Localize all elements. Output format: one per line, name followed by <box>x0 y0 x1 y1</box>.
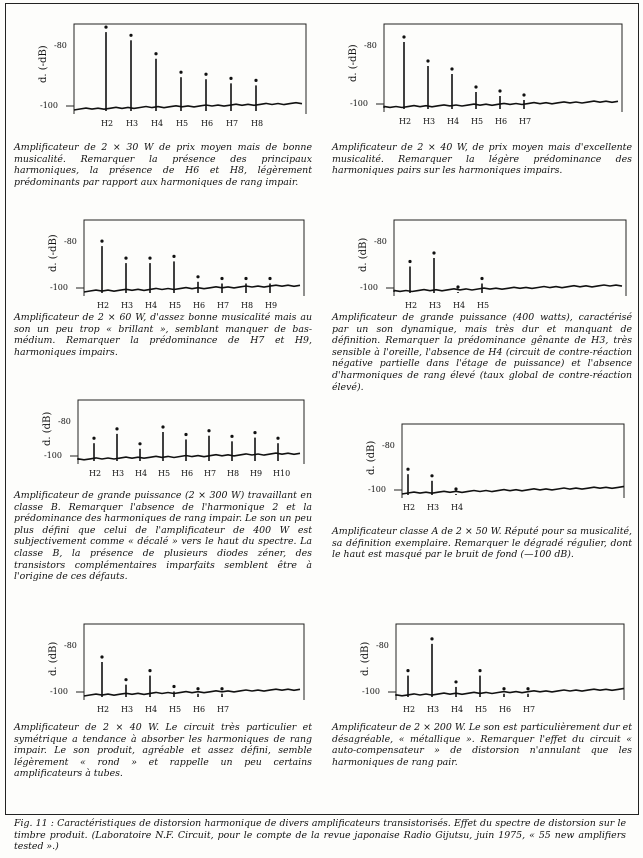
panel-3-caption: Amplificateur de 2 × 60 W, d'assez bonne musicalité mais au son un peu trop « brillant », semblant manquer de bas-médium. Remarquer la prédominance de H7 et H9, harmoniques impairs. <box>14 312 312 358</box>
harmonic-label: H2 <box>97 301 110 310</box>
noise-floor <box>74 103 302 110</box>
y-axis-label: d. (-dB) <box>48 234 59 272</box>
harmonic-peak-dot <box>204 73 207 76</box>
y-tick-label: -100 <box>360 283 378 292</box>
harmonic-label: H5 <box>176 119 189 128</box>
panel-1-plot <box>14 10 312 138</box>
harmonic-peak-dot <box>172 685 175 688</box>
harmonic-peak-dot <box>148 257 151 260</box>
harmonic-peak-dot <box>92 437 95 440</box>
y-tick-label: -100 <box>40 101 58 110</box>
noise-floor <box>394 285 622 292</box>
panel-4-caption: Amplificateur de grande puissance (400 watts), caractérisé par un son dynamique, mais très dur et manquant de définition. Remarquer la prédominance gênante de H3, très sensible à l'oreille, l'absence de H4 (circuit de contre-réaction négative partielle dans l'étage de puissance) et l'absence d'harmoniques de rang élevé (taux global de contre-réaction élevé). <box>332 312 632 393</box>
harmonic-label: H7 <box>523 705 536 714</box>
harmonic-label: H8 <box>241 301 254 310</box>
harmonic-label: H4 <box>145 301 158 310</box>
panel-8-caption: Amplificateur de 2 × 200 W. Le son est particulièrement dur et désagréable, « métallique ». Remarquer l'effet du circuit « auto-compensateur » de distorsion n'annulant que les harmoniques de rang pair. <box>332 722 632 768</box>
panel-3-plot <box>14 214 312 318</box>
harmonic-label: H6 <box>181 469 194 478</box>
panel-1 <box>14 10 312 210</box>
harmonic-label: H5 <box>158 469 171 478</box>
harmonic-label: H3 <box>423 117 436 126</box>
harmonic-peak-dot <box>432 251 435 254</box>
harmonic-label: H4 <box>451 503 464 512</box>
plot-frame <box>394 220 626 296</box>
harmonic-peak-dot <box>100 240 103 243</box>
y-tick-label: -80 <box>54 41 67 50</box>
harmonic-label: H4 <box>135 469 148 478</box>
panel-8-plot <box>332 616 632 720</box>
noise-floor <box>84 689 300 696</box>
y-tick-label: -100 <box>44 451 62 460</box>
harmonic-label: H4 <box>151 119 164 128</box>
harmonic-peak-dot <box>474 85 477 88</box>
harmonic-label: H7 <box>217 705 230 714</box>
harmonic-peak-dot <box>196 687 199 690</box>
panel-2-caption: Amplificateur de 2 × 40 W, de prix moyen mais d'excellente musicalité. Remarquer la légère prédominance des harmoniques pairs sur les harmoniques impairs. <box>332 142 632 177</box>
panel-5-plot <box>14 394 312 486</box>
harmonic-peak-dot <box>154 52 157 55</box>
figure-frame <box>5 3 639 815</box>
harmonic-label: H2 <box>399 117 412 126</box>
harmonic-peak-dot <box>408 260 411 263</box>
harmonic-peak-dot <box>254 79 257 82</box>
harmonic-label: H7 <box>217 301 230 310</box>
harmonic-peak-dot <box>480 277 483 280</box>
harmonic-peak-dot <box>172 255 175 258</box>
harmonic-label: H4 <box>451 705 464 714</box>
harmonic-peak-dot <box>454 680 457 683</box>
y-axis-label: d. (-dB) <box>38 45 49 83</box>
harmonic-label: H6 <box>495 117 508 126</box>
harmonic-label: H2 <box>403 705 416 714</box>
harmonic-peak-dot <box>498 89 501 92</box>
harmonic-peak-dot <box>430 637 433 640</box>
harmonic-label: H4 <box>145 705 158 714</box>
harmonic-label: H6 <box>499 705 512 714</box>
panel-7 <box>14 616 312 812</box>
harmonic-peak-dot <box>426 59 429 62</box>
harmonic-peak-dot <box>253 431 256 434</box>
harmonic-peak-dot <box>454 487 457 490</box>
panel-1-caption: Amplificateur de 2 × 30 W de prix moyen mais de bonne musicalité. Remarquer la présence des principaux harmoniques, la présence de H6 et H8, légèrement prédominants par rapport aux harmoniques de rang impair. <box>14 142 312 188</box>
noise-floor <box>396 688 624 696</box>
harmonic-peak-dot <box>124 257 127 260</box>
figure-caption: Fig. 11 : Caractéristiques de distorsion harmonique de divers amplificateurs transistorisés. Effet du spectre de distorsion sur le timbre produit. (Laboratoire N.F. Circuit, pour le compte de la revue japonaise Radio Gijutsu, juin 1975, « 55 new amplifiers tested ».) <box>14 818 626 853</box>
y-tick-label: -80 <box>376 641 389 650</box>
harmonic-label: H5 <box>475 705 488 714</box>
harmonic-peak-dot <box>184 433 187 436</box>
harmonic-peak-dot <box>526 687 529 690</box>
y-tick-label: -100 <box>50 283 68 292</box>
y-axis-label: d. (dB) <box>360 641 371 676</box>
y-axis-label: d. (dB) <box>366 440 377 475</box>
harmonic-label: H7 <box>226 119 239 128</box>
noise-floor <box>84 285 300 292</box>
panel-4-plot <box>332 214 632 318</box>
harmonic-label: H2 <box>89 469 102 478</box>
harmonic-peak-dot <box>478 669 481 672</box>
panel-7-plot <box>14 616 312 720</box>
harmonic-peak-dot <box>244 277 247 280</box>
panel-6-caption: Amplificateur classe A de 2 × 50 W. Réputé pour sa musicalité, sa définition exemplaire. Remarquer le dégradé régulier, dont le haut est masqué par le bruit de fond (—100 dB). <box>332 526 632 561</box>
y-tick-label: -100 <box>50 687 68 696</box>
harmonic-label: H3 <box>112 469 125 478</box>
harmonic-label: H7 <box>519 117 532 126</box>
harmonic-label: H5 <box>477 301 490 310</box>
harmonic-label: H4 <box>447 117 460 126</box>
harmonic-label: H2 <box>405 301 418 310</box>
y-tick-label: -80 <box>382 441 395 450</box>
harmonic-label: H3 <box>126 119 139 128</box>
harmonic-label: H4 <box>453 301 466 310</box>
harmonic-peak-dot <box>406 669 409 672</box>
harmonic-label: H5 <box>169 301 182 310</box>
panel-6 <box>332 414 632 594</box>
harmonic-peak-dot <box>406 468 409 471</box>
harmonic-label: H3 <box>429 301 442 310</box>
harmonic-peak-dot <box>100 655 103 658</box>
harmonic-peak-dot <box>456 285 459 288</box>
plot-frame <box>396 624 624 700</box>
harmonic-peak-dot <box>502 687 505 690</box>
harmonic-label: H7 <box>204 469 217 478</box>
y-tick-label: -100 <box>362 687 380 696</box>
harmonic-peak-dot <box>161 425 164 428</box>
harmonic-label: H6 <box>201 119 214 128</box>
harmonic-peak-dot <box>196 275 199 278</box>
harmonic-label: H6 <box>193 705 206 714</box>
harmonic-label: H2 <box>101 119 114 128</box>
y-axis-label: d. (dB) <box>42 411 53 446</box>
plot-frame <box>84 624 304 700</box>
y-tick-label: -80 <box>58 417 71 426</box>
harmonic-label: H8 <box>227 469 240 478</box>
y-tick-label: -80 <box>64 641 77 650</box>
harmonic-label: H3 <box>121 705 134 714</box>
harmonic-peak-dot <box>138 442 141 445</box>
plot-frame <box>74 24 306 114</box>
harmonic-label: H3 <box>427 705 440 714</box>
harmonic-peak-dot <box>179 71 182 74</box>
harmonic-peak-dot <box>430 474 433 477</box>
panel-6-plot <box>332 414 632 514</box>
y-axis-label: d. (-dB) <box>348 44 359 82</box>
harmonic-peak-dot <box>115 427 118 430</box>
panel-5-caption: Amplificateur de grande puissance (2 × 300 W) travaillant en classe B. Remarquer l'absence de l'harmonique 2 et la prédominance des harmoniques de rang impair. Le son un peu plus défini que celui de l'amplificateur de 400 W est subjectivement comme « décalé » vers le haut du spectre. La classe B, la présence de plusieurs diodes zéner, des transistors complémentaires imparfaits semblent être à l'origine de ces défauts. <box>14 490 312 583</box>
harmonic-label: H8 <box>251 119 264 128</box>
harmonic-peak-dot <box>230 435 233 438</box>
harmonic-peak-dot <box>104 26 107 29</box>
y-tick-label: -80 <box>364 41 377 50</box>
harmonic-label: H3 <box>121 301 134 310</box>
plot-frame <box>402 424 624 498</box>
harmonic-label: H9 <box>250 469 263 478</box>
harmonic-label: H3 <box>427 503 440 512</box>
harmonic-peak-dot <box>129 34 132 37</box>
harmonic-label: H6 <box>193 301 206 310</box>
panel-2 <box>332 10 632 210</box>
y-tick-label: -100 <box>368 485 386 494</box>
noise-floor <box>78 453 300 460</box>
harmonic-peak-dot <box>220 277 223 280</box>
y-tick-label: -80 <box>64 237 77 246</box>
noise-floor <box>402 486 624 494</box>
y-tick-label: -80 <box>374 237 387 246</box>
panel-7-caption: Amplificateur de 2 × 40 W. Le circuit très particulier et symétrique a tendance à absorber les harmoniques de rang impair. Le son produit, agréable et assez défini, semble légèrement « rond » et rappelle un peu certains amplificateurs à tubes. <box>14 722 312 780</box>
harmonic-peak-dot <box>522 93 525 96</box>
noise-floor <box>384 101 618 108</box>
harmonic-peak-dot <box>220 687 223 690</box>
y-axis-label: d. (dB) <box>48 641 59 676</box>
harmonic-peak-dot <box>402 35 405 38</box>
harmonic-peak-dot <box>207 429 210 432</box>
harmonic-label: H5 <box>471 117 484 126</box>
harmonic-label: H5 <box>169 705 182 714</box>
harmonic-peak-dot <box>148 669 151 672</box>
panel-5 <box>14 394 312 614</box>
plot-frame <box>384 24 622 112</box>
panel-2-plot <box>332 10 632 138</box>
harmonic-peak-dot <box>450 67 453 70</box>
harmonic-label: H2 <box>97 705 110 714</box>
panel-3 <box>14 214 312 374</box>
harmonic-peak-dot <box>124 678 127 681</box>
harmonic-label: H10 <box>273 469 291 478</box>
harmonic-peak-dot <box>268 277 271 280</box>
plot-frame <box>84 220 304 296</box>
panel-8 <box>332 616 632 812</box>
harmonic-label: H9 <box>265 301 278 310</box>
harmonic-peak-dot <box>229 77 232 80</box>
panel-4 <box>332 214 632 414</box>
y-axis-label: d. (dB) <box>358 237 369 272</box>
harmonic-peak-dot <box>276 437 279 440</box>
y-tick-label: -100 <box>350 99 368 108</box>
harmonic-label: H2 <box>403 503 416 512</box>
